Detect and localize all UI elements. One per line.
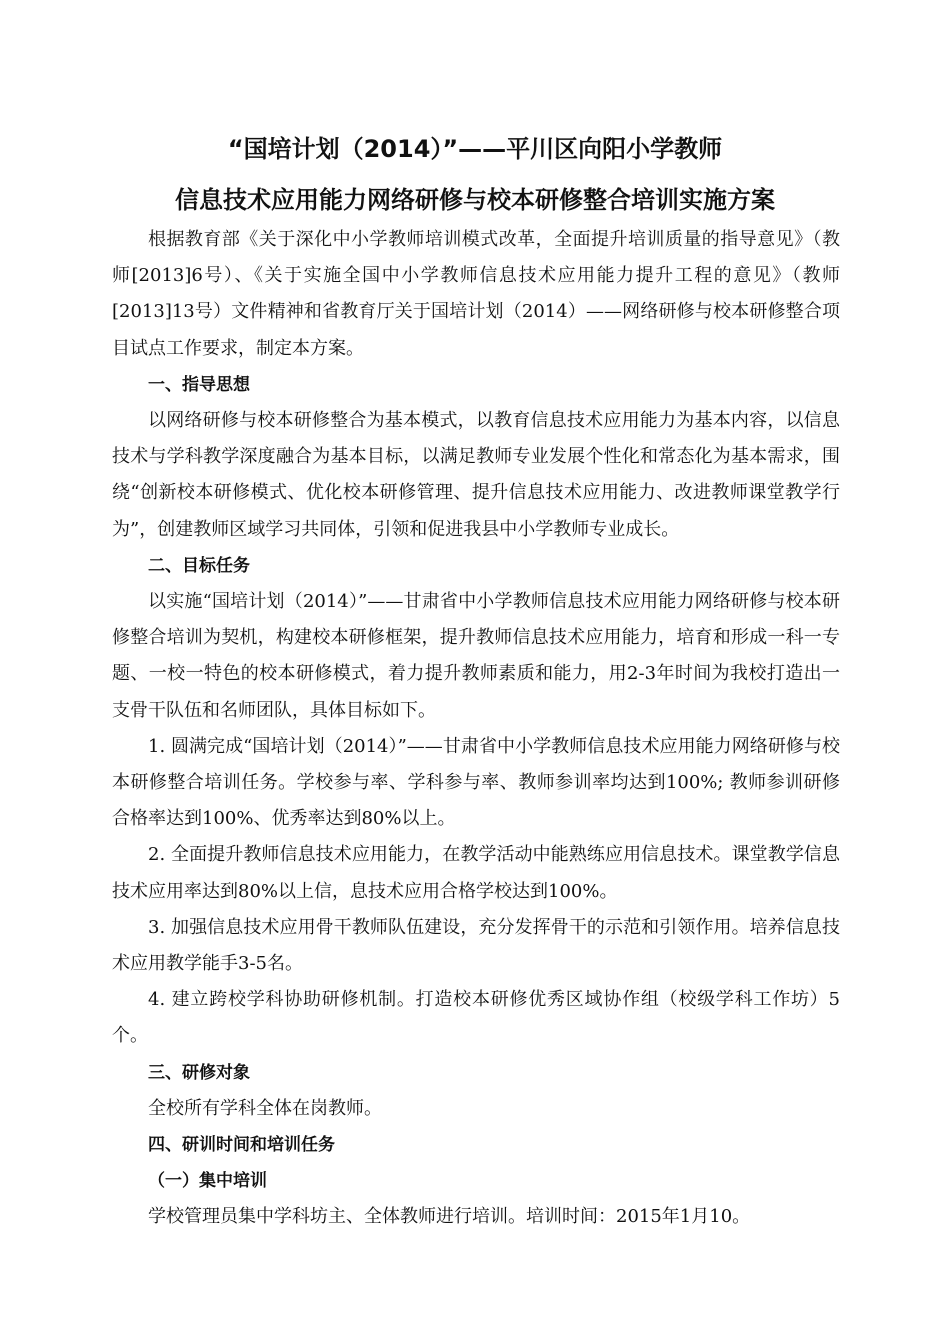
section-heading-schedule: 四、研训时间和培训任务 (148, 1135, 335, 1156)
goal-item-1: 1. 圆满完成“国培计划（2014）”——甘肃省中小学教师信息技术应用能力网络研修与校本研修整合培训任务。学校参与率、学科参与率、教师参训率均达到100%; 教师参训研修合格率达到100%、优秀率达到80%以上。 (112, 735, 840, 830)
document-body (112, 222, 840, 1236)
subsection-paragraph-centralized-training: 学校管理员集中学科坊主、全体教师进行培训。培训时间：2015年1月10。 (148, 1206, 751, 1228)
section-heading-participants: 三、研修对象 (148, 1062, 250, 1083)
goal-item-4: 4. 建立跨校学科协助研修机制。打造校本研修优秀区域协作组（校级学科工作坊）5个。 (112, 989, 840, 1047)
intro-paragraph: 根据教育部《关于深化中小学教师培训模式改革，全面提升培训质量的指导意见》（教师[2013]6号）、《关于实施全国中小学教师信息技术应用能力提升工程的意见》（教师[2013]13号）文件精神和省教育厅关于国培计划（2014）——网络研修与校本研修整合项目试点工作要求，制定本方案。 (112, 229, 840, 359)
goal-item-3: 3. 加强信息技术应用骨干教师队伍建设，充分发挥骨干的示范和引领作用。培养信息技术应用教学能手3-5名。 (112, 916, 840, 975)
section-heading-guiding-ideology: 一、指导思想 (148, 374, 250, 395)
subsection-heading-centralized-training: （一）集中培训 (148, 1171, 267, 1192)
document-title-line2: 信息技术应用能力网络研修与校本研修整合培训实施方案 (175, 186, 775, 214)
section-heading-goals: 二、目标任务 (148, 555, 250, 576)
document-title-line1: “国培计划（2014）”——平川区向阳小学教师 (227, 135, 723, 163)
goal-item-2: 2. 全面提升教师信息技术应用能力，在教学活动中能熟练应用信息技术。课堂教学信息技术应用率达到80%以上信，息技术应用合格学校达到100%。 (112, 844, 840, 902)
section-paragraph-goals: 以实施“国培计划（2014）”——甘肃省中小学教师信息技术应用能力网络研修与校本研修整合培训为契机，构建校本研修框架，提升教师信息技术应用能力，培育和形成一科一专题、一校一特色的校本研修模式，着力提升教师素质和能力，用2-3年时间为我校打造出一支骨干队伍和名师团队，具体目标如下。 (112, 591, 840, 721)
section-paragraph-guiding-ideology: 以网络研修与校本研修整合为基本模式，以教育信息技术应用能力为基本内容，以信息技术与学科教学深度融合为基本目标，以满足教师专业发展个性化和常态化为基本需求，围绕“创新校本研修模式、优化校本研修管理、提升信息技术应用能力、改进教师课堂教学行为”，创建教师区域学习共同体，引领和促进我县中小学教师专业成长。 (112, 410, 840, 540)
section-paragraph-participants: 全校所有学科全体在岗教师。 (148, 1097, 382, 1119)
